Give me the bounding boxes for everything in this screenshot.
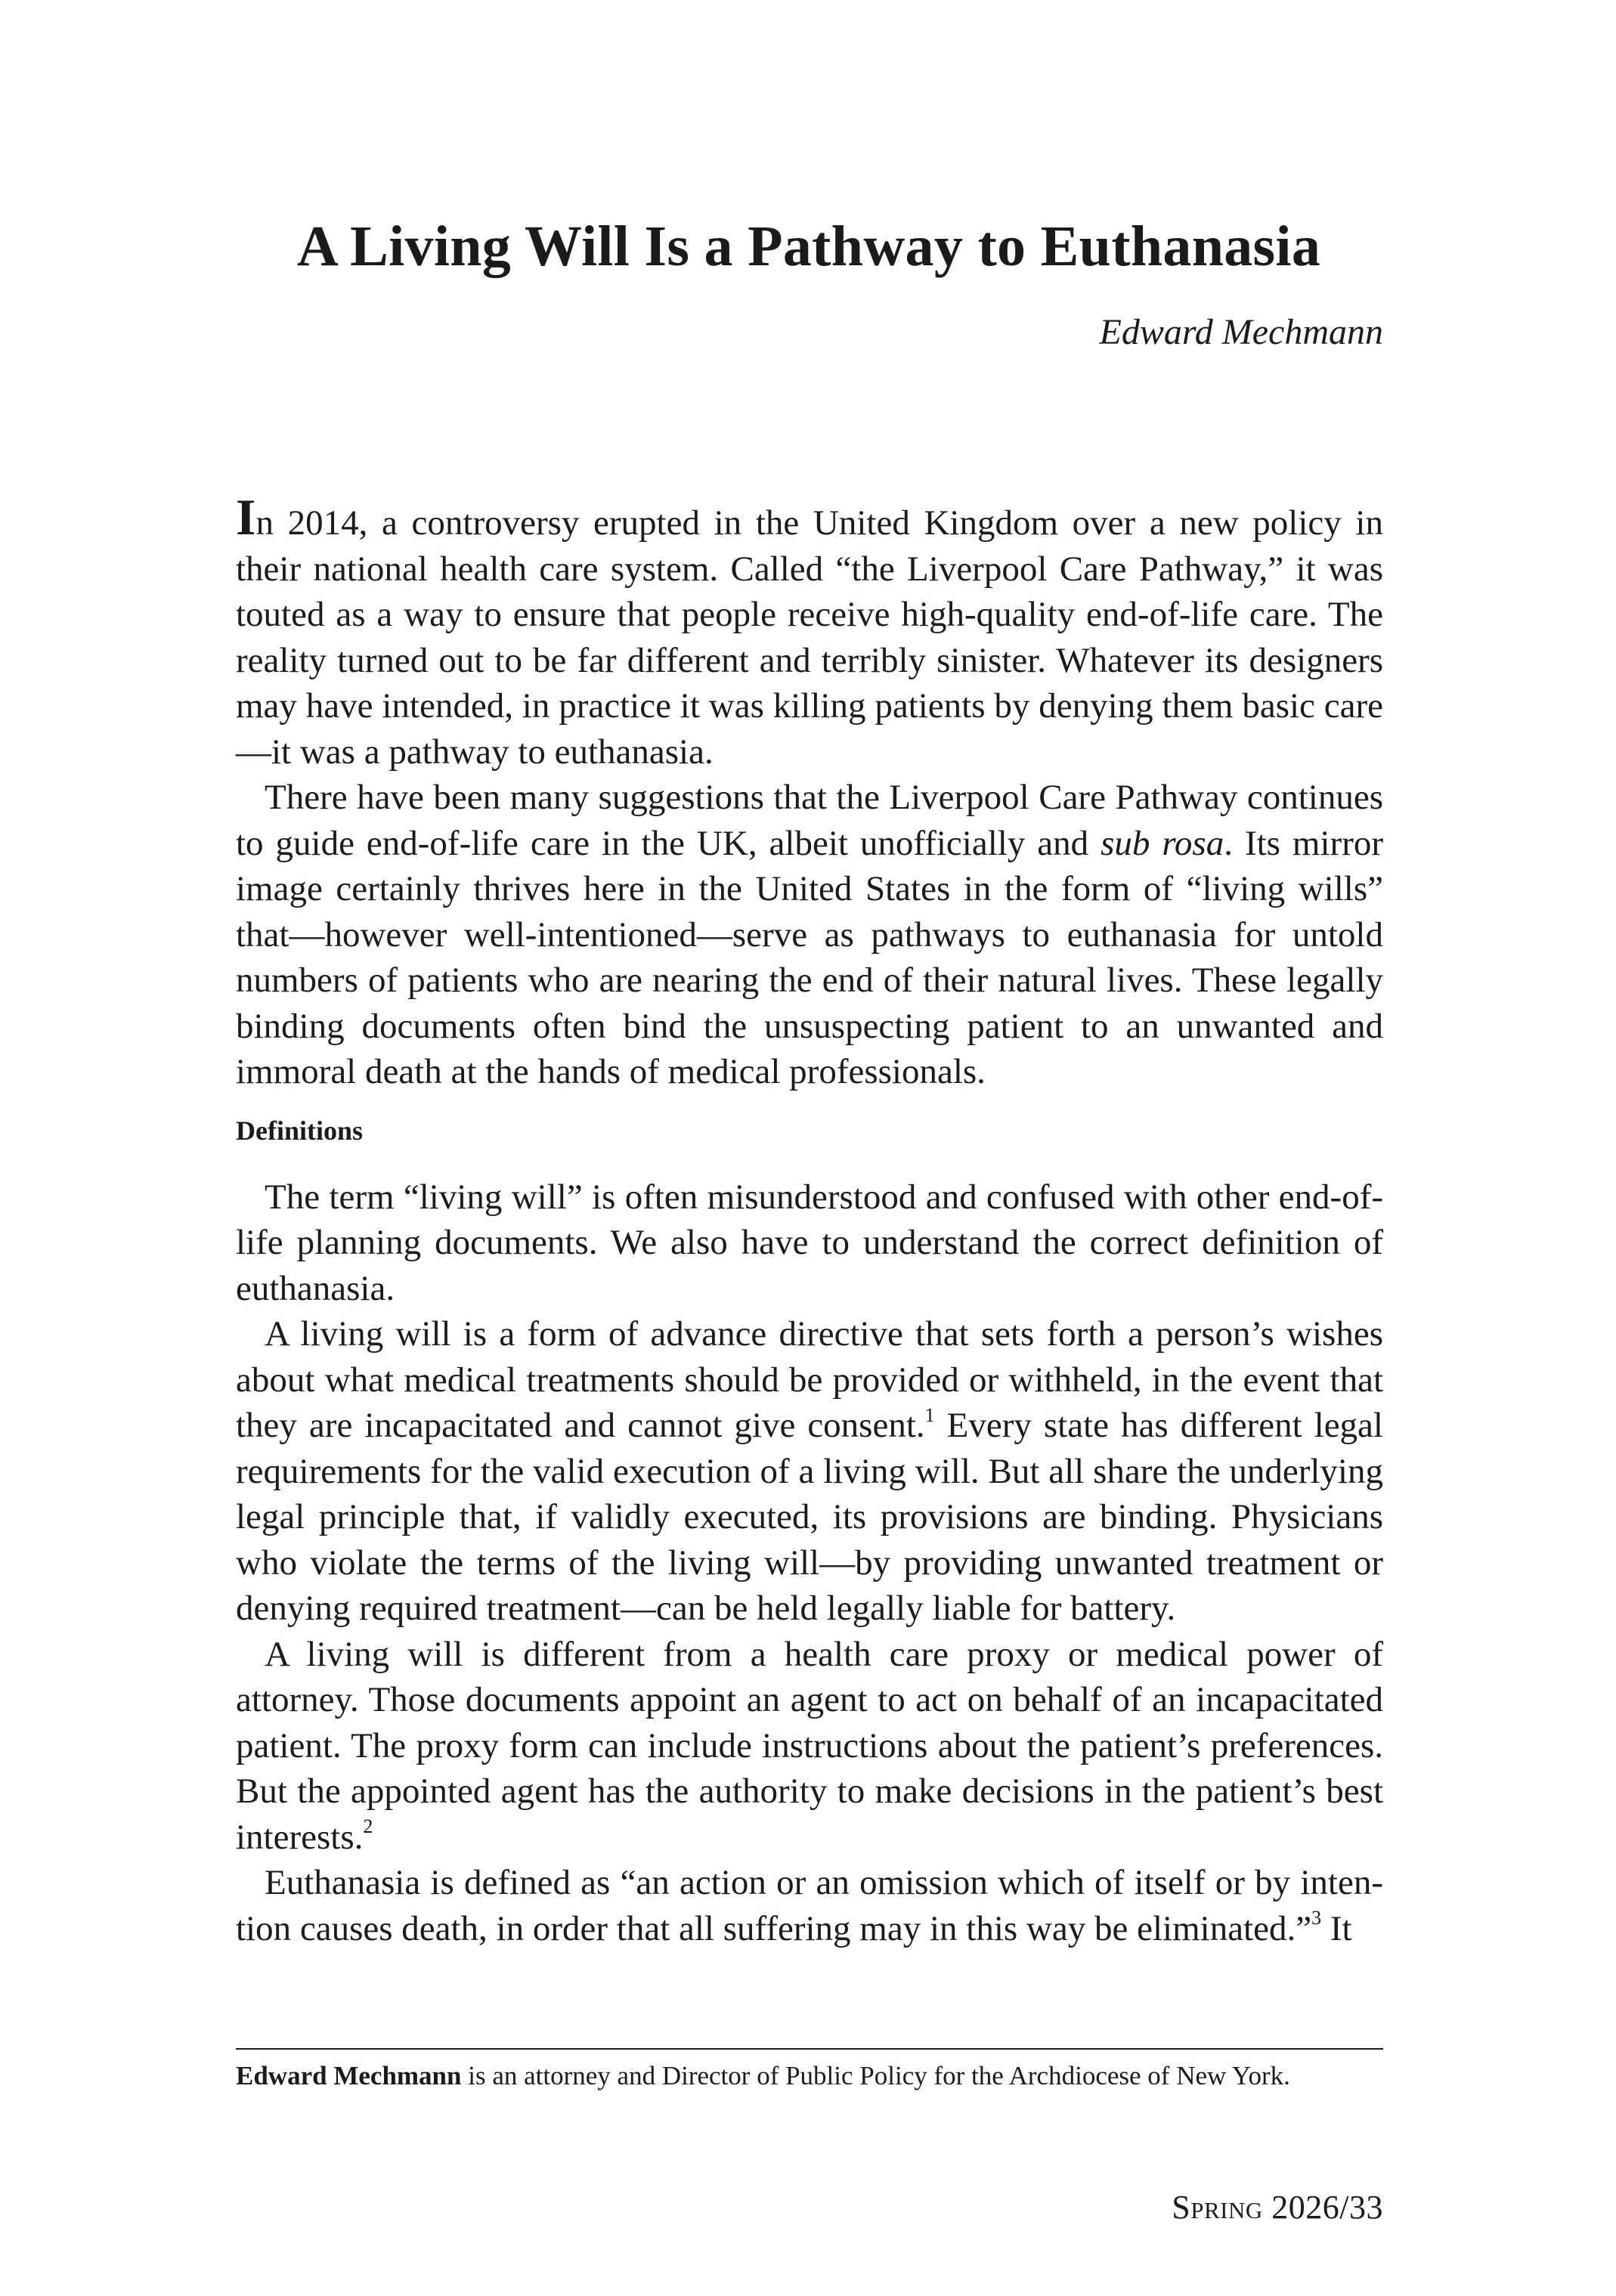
author-note-text: is an attorney and Director of Public Policy for the Archdiocese of New York. — [461, 2061, 1290, 2090]
author-note-name: Edward Mechmann — [236, 2061, 462, 2090]
section-heading: Definitions — [236, 1115, 364, 1146]
paragraph-text: There have been many suggestions that the Liverpool Care Pathway continues to guide end-of-life care in the UK, albeit unofficially and — [236, 778, 1383, 863]
paragraph-text: Euthanasia is defined as “an action or an omission which of itself or by intention causes death, in order that all suffering may in this way be eliminated.” — [236, 1863, 1383, 1948]
footnote-rule — [236, 2048, 1383, 2050]
footnote-marker: 1 — [924, 1403, 935, 1426]
footnote-marker: 2 — [363, 1815, 373, 1838]
paragraph-text: . Its mirror image certainly thrives here in the United States in the form of “living wills” that—however well-intentioned—serve as pathways to euthanasia for untold numbers of patients who are nearing the end of their natural lives. These legally binding documents often bind the unsuspecting patient to an unwanted and immoral death at the hands of medical professionals. — [236, 823, 1383, 1091]
paragraph-text: A living will is a form of advance directive that sets forth a person’s wishes about what medical treatments should be provided or withheld, in the event that they are incapacitated and cannot give consent. — [236, 1314, 1383, 1446]
page-folio — [1172, 2188, 1383, 2226]
paragraph-intro-text: n 2014, a controversy erupted in the United Kingdom over a new policy in their national health care system. Called “the Liverpool Care Pathway,” it was touted as a way to ensure that people receive high-quality end-of-life care. The reality turned out to be far different and terribly sinister. Whatever its designers may have intended, in practice it was killing patients by denying them basic care—it was a pathway to euthanasia. — [236, 503, 1383, 772]
folio-issue: 2026/33 — [1262, 2189, 1383, 2226]
paragraph-term: The term “living will” is often misunderstood and confused with other end-of-life planning documents. We also have to understand the correct definition of euthanasia. — [236, 1177, 1383, 1308]
article-author: Edward Mechmann — [1099, 312, 1383, 352]
italic-term: sub rosa — [1101, 823, 1224, 863]
drop-cap: I — [236, 488, 256, 546]
paragraph-intro — [236, 488, 1383, 775]
paragraph-text: A living will is different from a health care proxy or medical power of attorney. Those documents appoint an agent to act on behalf of an incapacitated patient. The proxy form can include instructions about the patient’s preferences. But the appointed agent has the authority to make decisions in the patient’s best interests. — [236, 1634, 1383, 1857]
paragraph-living-will — [236, 1311, 1383, 1632]
author-note — [236, 2059, 1383, 2093]
paragraph-liverpool — [236, 775, 1383, 1095]
paragraph-proxy — [236, 1632, 1383, 1861]
article-body — [236, 488, 1383, 1951]
footnote-marker: 3 — [1311, 1907, 1322, 1929]
article-title: A Living Will Is a Pathway to Euthanasia — [296, 215, 1321, 278]
paragraph-euthanasia — [236, 1860, 1383, 1951]
folio-season: Spring — [1172, 2189, 1263, 2226]
paragraph-text: It — [1321, 1908, 1352, 1948]
paragraph-text: Every state has different legal requirements for the valid execution of a living will. But all share the underlying legal principle that, if validly executed, its provisions are binding. Physicians who violate the terms of the living will—by providing unwanted treatment or denying required treatment—can be held legally liable for battery. — [236, 1406, 1383, 1629]
